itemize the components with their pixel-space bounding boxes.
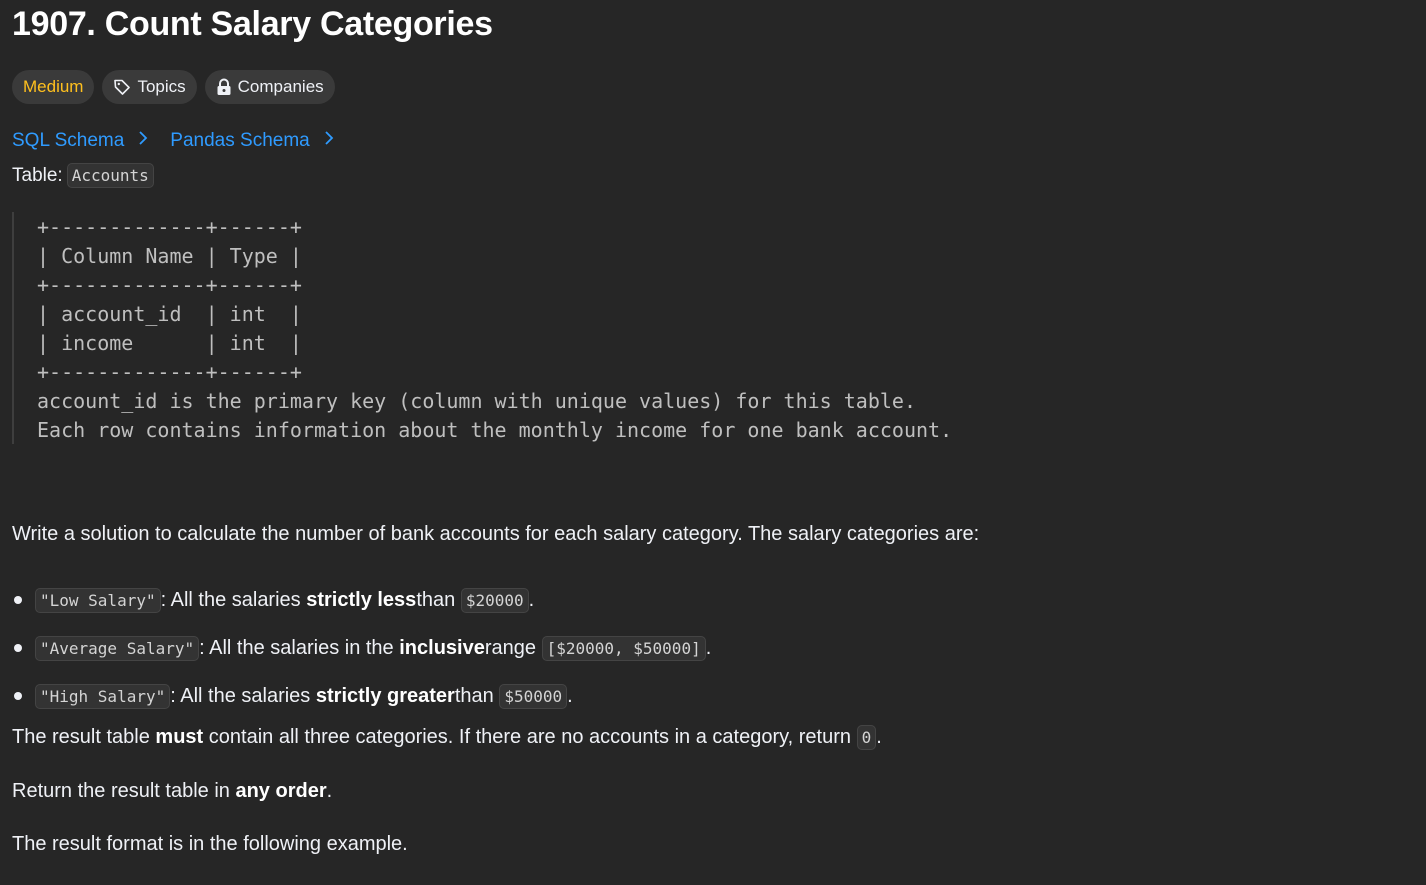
list-item bbox=[12, 672, 711, 720]
table-prefix: Table: bbox=[12, 164, 63, 186]
text: . bbox=[876, 726, 882, 748]
text: contain all three categories. If there are no accounts in a category, return bbox=[203, 726, 857, 748]
text: . bbox=[326, 780, 333, 802]
page-title: 1907. Count Salary Categories bbox=[12, 5, 493, 43]
text: range bbox=[484, 636, 537, 659]
text: The result table bbox=[12, 726, 156, 748]
list-item bbox=[12, 624, 711, 672]
text: : All the salaries bbox=[160, 588, 301, 611]
chevron-right-icon bbox=[324, 130, 334, 152]
salary-category-list bbox=[12, 576, 711, 720]
intro-paragraph: Write a solution to calculate the number of bank accounts for each salary category. The salary categories are: bbox=[12, 523, 980, 545]
chevron-right-icon bbox=[138, 130, 148, 152]
value-code: $20000 bbox=[461, 588, 529, 613]
sql-schema-link[interactable] bbox=[12, 130, 148, 152]
difficulty-label: Medium bbox=[23, 77, 84, 96]
category-code: "Average Salary" bbox=[35, 636, 199, 661]
text: : All the salaries in the bbox=[199, 636, 394, 659]
pandas-schema-link[interactable] bbox=[170, 130, 333, 152]
bold-text: must bbox=[155, 726, 204, 748]
text: than bbox=[454, 684, 494, 707]
text: . bbox=[528, 588, 535, 611]
must-paragraph bbox=[12, 726, 882, 749]
companies-button[interactable] bbox=[205, 70, 335, 104]
topics-button[interactable] bbox=[102, 70, 196, 104]
pandas-schema-label: Pandas Schema bbox=[170, 130, 310, 151]
table-intro bbox=[12, 163, 154, 188]
bold-text: any order bbox=[235, 780, 327, 802]
difficulty-badge bbox=[12, 70, 94, 104]
order-paragraph bbox=[12, 780, 332, 803]
category-code: "Low Salary" bbox=[35, 588, 161, 613]
tag-bar bbox=[12, 70, 335, 104]
text: . bbox=[705, 636, 712, 659]
value-code: [$20000, $50000] bbox=[542, 636, 706, 661]
list-item bbox=[12, 576, 711, 624]
value-code: $50000 bbox=[499, 684, 567, 709]
tag-icon bbox=[113, 78, 131, 96]
schema-text: +-------------+------+ | Column Name | Type | +-------------+------+ | account_id | int | | income | int | +-------------+------+ account_id is the primary key (column with unique values) for this table. Each row contains information about the monthly income for one bank account. bbox=[37, 215, 953, 442]
text: : All the salaries bbox=[170, 684, 311, 707]
bold-text: inclusive bbox=[399, 636, 485, 659]
category-code: "High Salary" bbox=[35, 684, 170, 709]
companies-label: Companies bbox=[237, 77, 324, 96]
zero-code: 0 bbox=[857, 725, 877, 750]
text: Return the result table in bbox=[12, 780, 236, 802]
text: . bbox=[567, 684, 573, 707]
format-paragraph: The result format is in the following example. bbox=[12, 833, 408, 855]
schema-links bbox=[12, 130, 334, 152]
topics-label: Topics bbox=[137, 77, 186, 96]
schema-code-block bbox=[12, 212, 1012, 444]
bold-text: strictly greater bbox=[315, 684, 455, 707]
sql-schema-label: SQL Schema bbox=[12, 130, 125, 151]
table-name-code: Accounts bbox=[67, 163, 154, 188]
bold-text: strictly less bbox=[306, 588, 417, 611]
lock-icon bbox=[216, 78, 232, 96]
text: than bbox=[416, 588, 456, 611]
